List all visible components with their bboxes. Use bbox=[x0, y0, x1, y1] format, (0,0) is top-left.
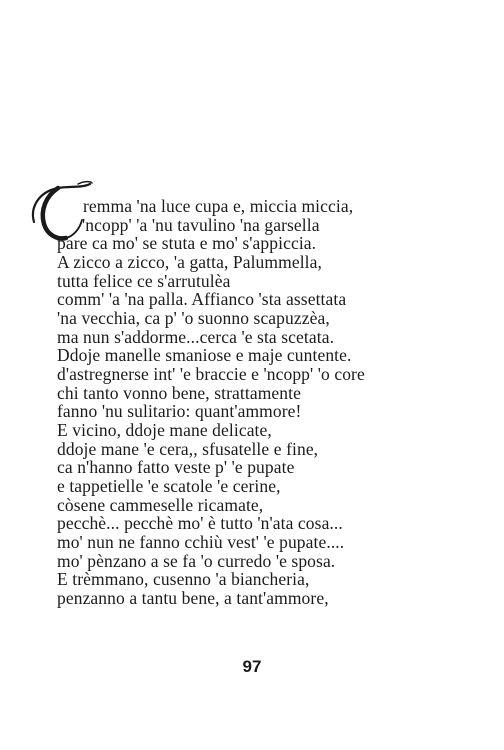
poem-line: ddoje mane 'e cera,, sfusatelle e fine, bbox=[57, 438, 319, 459]
page-number: 97 bbox=[242, 657, 262, 676]
poem-line: pare ca mo' se stuta e mo' s'appiccia. bbox=[57, 233, 317, 254]
poem-line: mo' pènzano a se fa 'o curredo 'e sposa. bbox=[57, 550, 336, 571]
poem-line: tutta felice ce s'arrutulèa bbox=[57, 270, 231, 291]
poem-line: E trèmmano, cusenno 'a biancheria, bbox=[57, 569, 310, 590]
poem-line: ca n'hanno fatto veste p' 'e pupate bbox=[57, 457, 295, 478]
poem-line: fanno 'nu sulitario: quant'ammore! bbox=[57, 401, 302, 422]
poem-line: còsene cammeselle ricamate, bbox=[57, 494, 264, 515]
poem-line: 'ncopp' 'a 'nu tavulino 'na garsella bbox=[82, 214, 320, 235]
poem-line: comm' 'a 'na palla. Affianco 'sta assettata bbox=[57, 289, 347, 310]
poem-line: Ddoje manelle smaniose e maje cuntente. bbox=[57, 345, 352, 366]
poem-line: penzanno a tantu bene, a tant'ammore, bbox=[57, 588, 329, 608]
poem-line: 'na vecchia, ca p' 'o suonno scapuzzèa, bbox=[57, 308, 330, 328]
poem-line: e tappetielle 'e scatole 'e cerine, bbox=[57, 476, 281, 496]
poem-line: A zicco a zicco, 'a gatta, Palummella, bbox=[57, 252, 322, 272]
poem-line: ma nun s'addorme...cerca 'e sta scetata. bbox=[57, 326, 335, 347]
poem-line: d'astregnerse int' 'e braccie e 'ncopp' 'o core bbox=[57, 364, 365, 384]
poem-line: mo' nun ne fanno cchiù vest' 'e pupate.... bbox=[57, 532, 345, 552]
poem-line: pecchè... pecchè mo' è tutto 'n'ata cosa... bbox=[57, 513, 343, 534]
poem-line: chi tanto vonno bene, strattamente bbox=[57, 382, 301, 403]
poem-line: E vicino, ddoje mane delicate, bbox=[57, 420, 272, 440]
poem-line: remma 'na luce cupa e, miccia miccia, bbox=[83, 196, 354, 216]
